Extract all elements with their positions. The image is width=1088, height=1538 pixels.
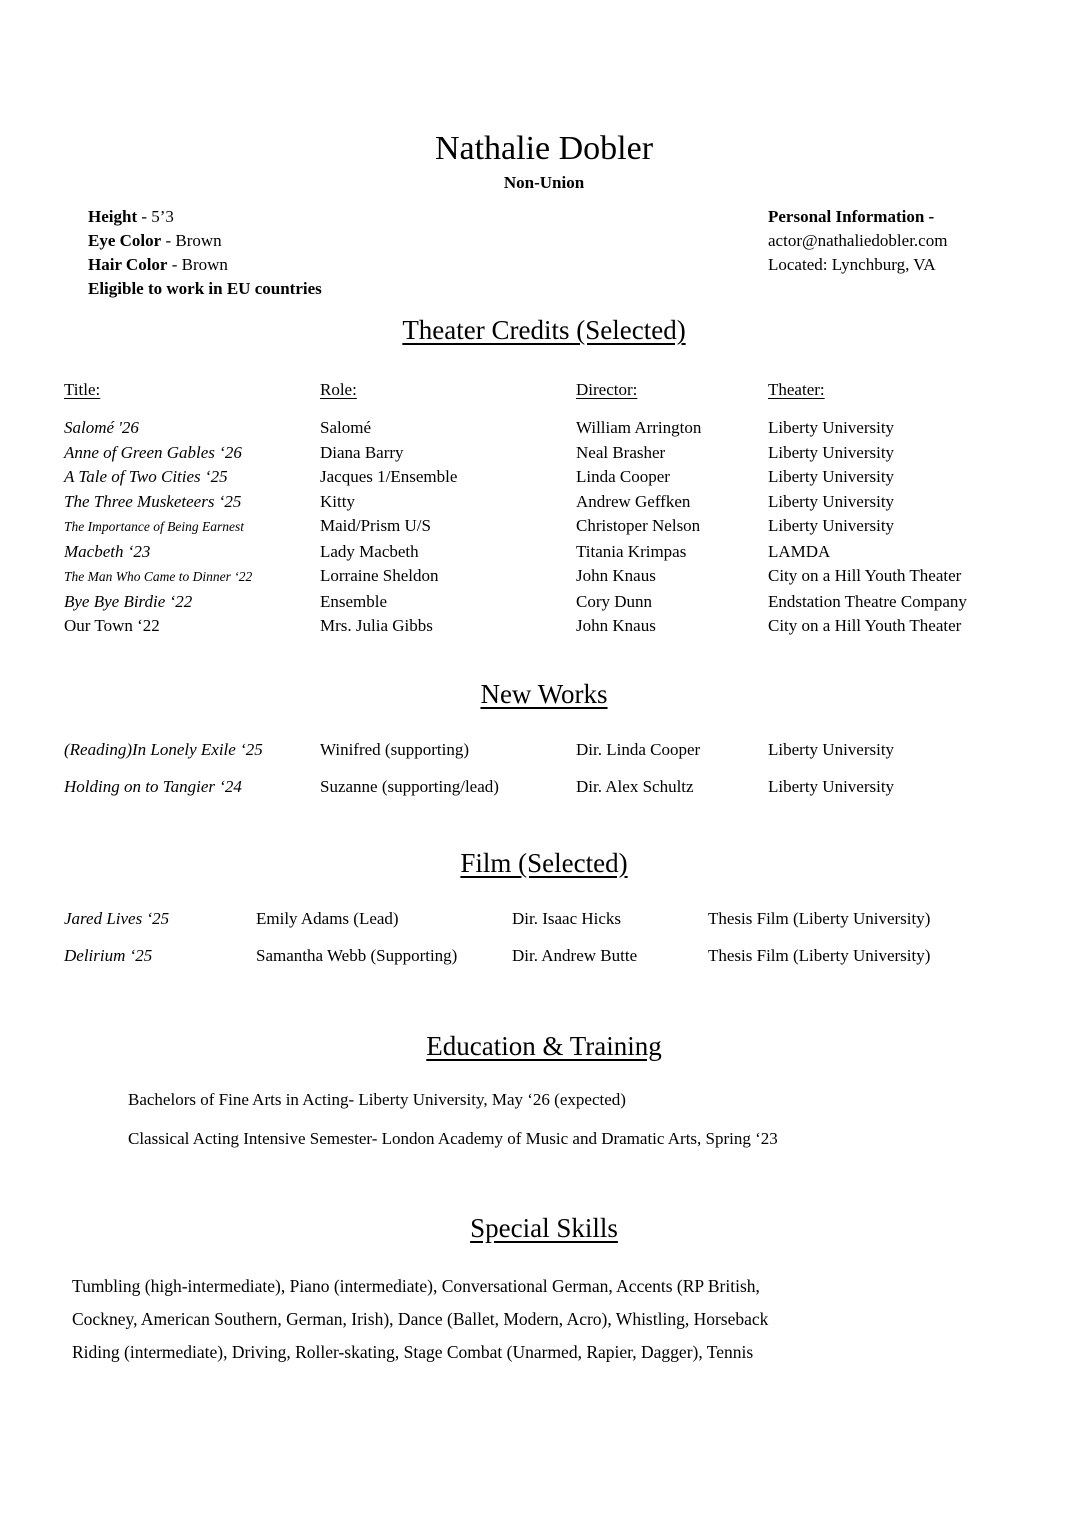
- column-header-title: Title:: [64, 380, 101, 400]
- education-list: [128, 1090, 1024, 1149]
- film-credit-row-role: Samantha Webb (Supporting): [256, 945, 458, 965]
- union-status: Non-Union: [503, 173, 585, 193]
- theater-credit-row: [64, 540, 1024, 565]
- theater-credit-row-role: Maid/Prism U/S: [320, 516, 431, 536]
- special-skills-heading: Special Skills: [470, 1212, 618, 1243]
- resume-page: [0, 130, 1088, 1369]
- film-credit-row: [64, 907, 1024, 930]
- new-work-row-theater: Liberty University: [768, 776, 895, 796]
- vitals-line-label: Height: [88, 207, 138, 227]
- theater-credit-row-role: Diana Barry: [320, 442, 404, 462]
- film-heading: Film (Selected): [460, 847, 628, 878]
- theater-credit-row-director: Andrew Geffken: [576, 491, 691, 511]
- vitals-line-value: - 5’3: [137, 207, 174, 227]
- film-credit-row-theater: Thesis Film (Liberty University): [708, 945, 931, 965]
- theater-credits-table: [64, 416, 1024, 639]
- theater-credit-row-theater: Liberty University: [768, 491, 895, 511]
- column-header-role: Role:: [320, 380, 357, 400]
- film-credit-row-title: Delirium ‘25: [64, 945, 153, 965]
- theater-credit-row-title: Macbeth ‘23: [64, 541, 151, 561]
- theater-credit-row-title: Salomé '26: [64, 418, 139, 438]
- film-credit-row-director: Dir. Isaac Hicks: [512, 908, 622, 928]
- theater-credits-heading: Theater Credits (Selected): [402, 315, 686, 346]
- skills-line: Tumbling (high-intermediate), Piano (intermediate), Conversational German, Accents (RP British,: [72, 1275, 760, 1296]
- new-work-row-theater: Liberty University: [768, 739, 895, 759]
- theater-credit-row-director: Neal Brasher: [576, 442, 666, 462]
- theater-credit-row-director: Linda Cooper: [576, 467, 670, 487]
- film-credit-row-role: Emily Adams (Lead): [256, 908, 399, 928]
- new-work-row-director: Dir. Alex Schultz: [576, 776, 694, 796]
- theater-credit-row: [64, 465, 1024, 490]
- education-line: Classical Acting Intensive Semester- London Academy of Music and Dramatic Arts, Spring ‘23: [128, 1128, 778, 1148]
- theater-credit-row: [64, 416, 1024, 441]
- vitals-line-label: Hair Color: [88, 255, 168, 275]
- vitals-line-value: - Brown: [167, 255, 228, 275]
- vitals-section: [64, 205, 1024, 305]
- new-works-heading: New Works: [480, 678, 608, 709]
- special-skills-text: [72, 1270, 1024, 1369]
- column-header-theater: Theater:: [768, 380, 825, 400]
- theater-credit-row-theater: City on a Hill Youth Theater: [768, 566, 962, 586]
- theater-credit-row-role: Kitty: [320, 491, 355, 511]
- vitals-line: [88, 277, 1024, 301]
- theater-credit-row: [64, 564, 1024, 590]
- new-work-row-role: Winifred (supporting): [320, 739, 469, 759]
- new-work-row-director: Dir. Linda Cooper: [576, 739, 701, 759]
- skills-line: Cockney, American Southern, German, Irish), Dance (Ballet, Modern, Acro), Whistling, Horseback: [72, 1308, 769, 1329]
- new-work-row: [64, 738, 1024, 761]
- new-work-row-role: Suzanne (supporting/lead): [320, 776, 499, 796]
- new-works-table: [64, 738, 1024, 798]
- education-line: Bachelors of Fine Arts in Acting- Liberty University, May ‘26 (expected): [128, 1089, 626, 1109]
- theater-credit-row-director: Cory Dunn: [576, 591, 653, 611]
- theater-table-header: [64, 380, 1024, 400]
- theater-credit-row-role: Lorraine Sheldon: [320, 566, 439, 586]
- new-work-row: [64, 775, 1024, 798]
- film-credit-row-theater: Thesis Film (Liberty University): [708, 908, 931, 928]
- new-work-row-title: Holding on to Tangier ‘24: [64, 776, 242, 796]
- theater-credit-row-title: The Importance of Being Earnest: [64, 519, 244, 535]
- film-credit-row-title: Jared Lives ‘25: [64, 908, 170, 928]
- theater-credit-row: [64, 614, 1024, 639]
- theater-credit-row: [64, 590, 1024, 615]
- theater-credit-row-director: Christoper Nelson: [576, 516, 701, 536]
- personal-info-title: Personal Information -: [768, 207, 935, 227]
- theater-credit-row-theater: Liberty University: [768, 467, 895, 487]
- theater-credit-row-theater: Liberty University: [768, 516, 895, 536]
- theater-credit-row-title: Bye Bye Birdie ‘22: [64, 591, 193, 611]
- theater-credit-row: [64, 441, 1024, 466]
- vitals-line-value: - Brown: [161, 231, 222, 251]
- theater-credit-row-director: Titania Krimpas: [576, 541, 687, 561]
- film-credit-row-director: Dir. Andrew Butte: [512, 945, 638, 965]
- theater-credit-row: [64, 514, 1024, 540]
- new-work-row-title: (Reading)In Lonely Exile ‘25: [64, 739, 263, 759]
- column-header-director: Director:: [576, 380, 638, 400]
- theater-credit-row-title: The Three Musketeers ‘25: [64, 491, 242, 511]
- email-text: actor@nathaliedobler.com: [768, 231, 948, 251]
- theater-credit-row-director: John Knaus: [576, 566, 656, 586]
- theater-credit-row-director: John Knaus: [576, 616, 656, 636]
- location-text: Located: Lynchburg, VA: [768, 255, 936, 275]
- personal-info-block: [768, 205, 947, 277]
- theater-credit-row-title: A Tale of Two Cities ‘25: [64, 467, 228, 487]
- film-table: [64, 907, 1024, 967]
- theater-credit-row: [64, 490, 1024, 515]
- theater-credit-row-theater: LAMDA: [768, 541, 831, 561]
- theater-credit-row-theater: Endstation Theatre Company: [768, 591, 967, 611]
- theater-credit-row-role: Mrs. Julia Gibbs: [320, 616, 433, 636]
- theater-credit-row-theater: City on a Hill Youth Theater: [768, 616, 962, 636]
- skills-line: Riding (intermediate), Driving, Roller-skating, Stage Combat (Unarmed, Rapier, Dagger), Tennis: [72, 1341, 754, 1362]
- theater-credit-row-role: Jacques 1/Ensemble: [320, 467, 458, 487]
- vitals-line-label: Eligible to work in EU countries: [88, 279, 322, 299]
- theater-credit-row-title: The Man Who Came to Dinner ‘22: [64, 569, 253, 585]
- page-title: Nathalie Dobler: [434, 130, 654, 167]
- theater-credit-row-role: Lady Macbeth: [320, 541, 419, 561]
- theater-credit-row-role: Ensemble: [320, 591, 388, 611]
- education-heading: Education & Training: [426, 1030, 662, 1061]
- theater-credit-row-theater: Liberty University: [768, 418, 895, 438]
- theater-credit-row-role: Salomé: [320, 418, 371, 438]
- theater-credit-row-director: William Arrington: [576, 418, 702, 438]
- film-credit-row: [64, 944, 1024, 967]
- vitals-line-label: Eye Color: [88, 231, 162, 251]
- theater-credit-row-title: Anne of Green Gables ‘26: [64, 442, 242, 462]
- theater-credit-row-title: Our Town ‘22: [64, 616, 160, 636]
- theater-credit-row-theater: Liberty University: [768, 442, 895, 462]
